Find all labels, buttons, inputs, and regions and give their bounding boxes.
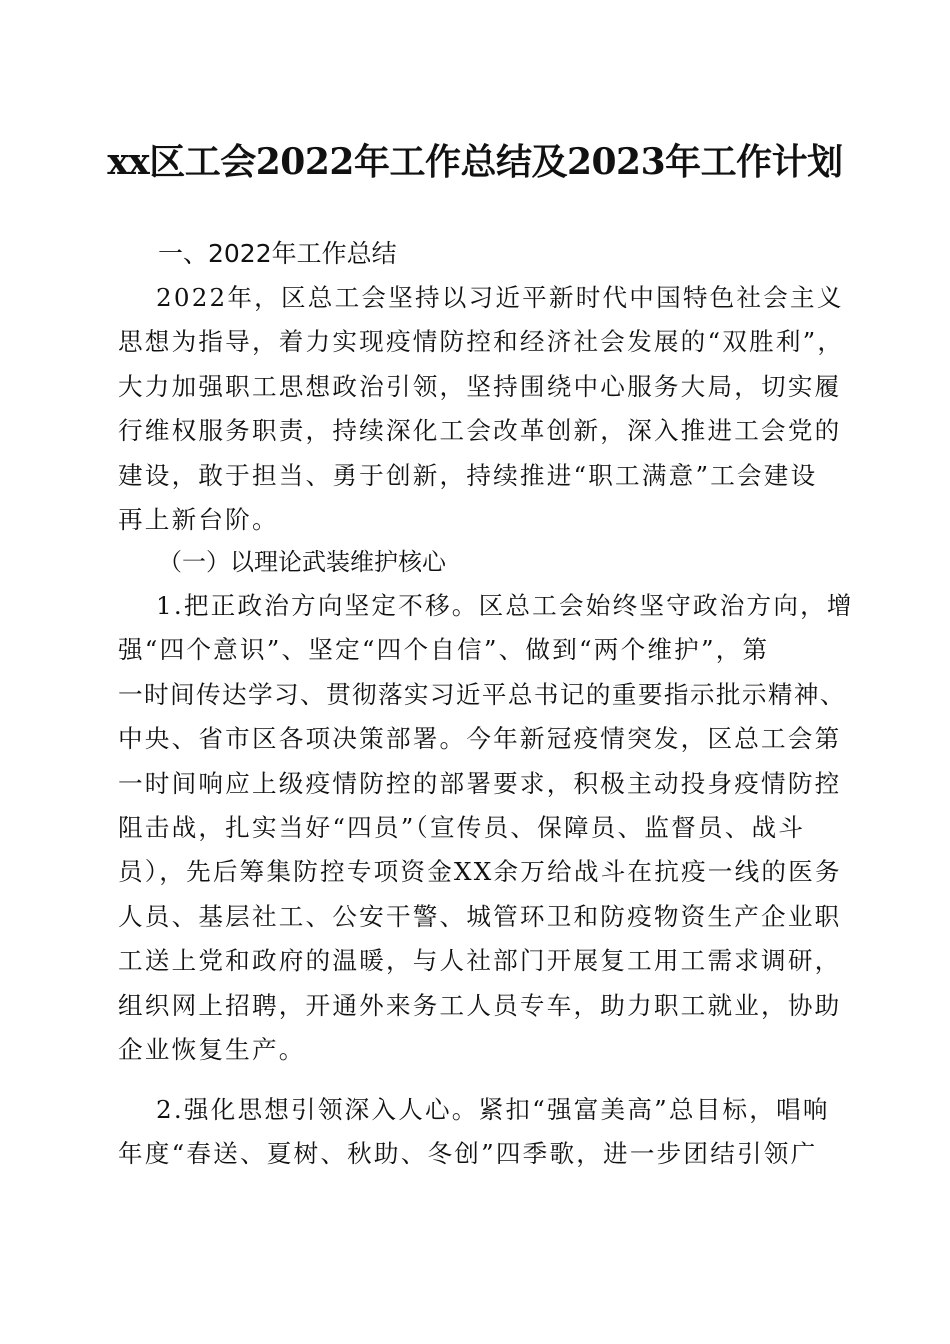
paragraph-line: 员），先后筹集防控专项资金XX余万给战斗在抗疫一线的医务 — [118, 857, 842, 887]
paragraph-line: 中央、省市区各项决策部署。今年新冠疫情突发，区总工会第 — [118, 724, 842, 754]
paragraph-line: 阻击战，扎实当好“四员”（宣传员、保障员、监督员、战斗 — [118, 813, 806, 843]
paragraph-line: 组织网上招聘，开通外来务工人员专车，助力职工就业，协助 — [118, 990, 842, 1020]
paragraph-line: 建设，敢于担当、勇于创新，持续推进“职工满意”工会建设 — [118, 460, 818, 490]
paragraph-line: 大力加强职工思想政治引领，坚持围绕中心服务大局，切实履 — [118, 371, 842, 401]
paragraph-line: 人员、基层社工、公安干警、城管环卫和防疫物资生产企业职 — [118, 901, 842, 931]
paragraph-line: 企业恢复生产。 — [118, 1035, 306, 1065]
paragraph-political-direction — [118, 584, 854, 1072]
paragraph-line: 强“四个意识”、坚定“四个自信”、做到“两个维护”，第 — [118, 635, 770, 665]
paragraph-line: 行维权服务职责，持续深化工会改革创新，深入推进工会党的 — [118, 416, 842, 446]
paragraph-line: 1.把正政治方向坚定不移。区总工会始终坚守政治方向，增 — [156, 591, 854, 620]
section-heading-2022-summary: 一、2022年工作总结 — [158, 239, 397, 268]
paragraph-line: 再上新台阶。 — [118, 505, 279, 535]
paragraph-ideological-guidance — [118, 1088, 838, 1177]
paragraph-line: 2022年，区总工会坚持以习近平新时代中国特色社会主义 — [156, 283, 844, 312]
paragraph-line: 一时间传达学习、贯彻落实习近平总书记的重要指示批示精神、 — [118, 679, 846, 709]
paragraph-line: 思想为指导，着力实现疫情防控和经济社会发展的“双胜利”， — [118, 327, 845, 357]
paragraph-line: 一时间响应上级疫情防控的部署要求，积极主动投身疫情防控 — [118, 768, 842, 798]
paragraph-line: 2.强化思想引领深入人心。紧扣“强富美高”总目标，唱响 — [156, 1095, 830, 1124]
document-title: xx区工会2022年工作总结及2023年工作计划 — [107, 141, 843, 183]
subsection-heading-theory: （一）以理论武装维护核心 — [158, 548, 446, 576]
paragraph-line: 年度“春送、夏树、秋助、冬创”四季歌，进一步团结引领广 — [118, 1139, 818, 1169]
paragraph-intro — [118, 276, 845, 542]
paragraph-line: 工送上党和政府的温暖，与人社部门开展复工用工需求调研， — [118, 946, 842, 976]
